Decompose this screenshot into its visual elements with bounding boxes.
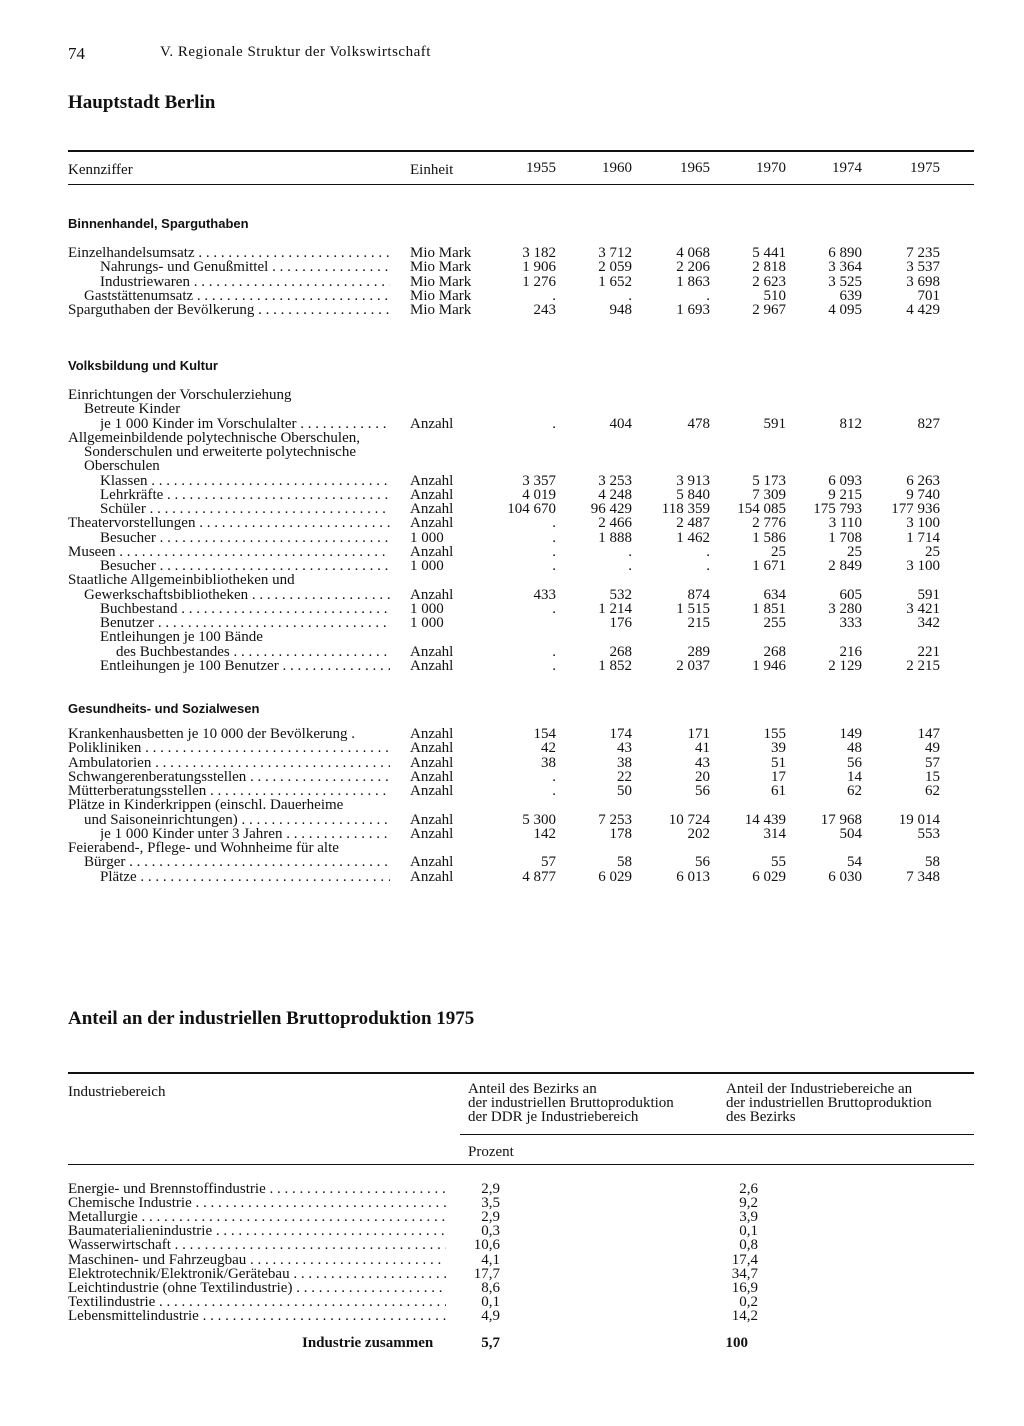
table-cell-value: 50 bbox=[617, 783, 632, 799]
share-bezirk-value: 2,6 bbox=[739, 1181, 758, 1197]
table-row-unit: Anzahl bbox=[410, 472, 454, 489]
table-cell-value: 3 364 bbox=[828, 259, 862, 276]
table-cell-value: 3 253 bbox=[598, 472, 632, 489]
table-cell-value: 314 bbox=[763, 825, 786, 842]
table-cell-value: 2 818 bbox=[752, 259, 786, 276]
table-row-label: Plätze . . . bbox=[100, 870, 390, 884]
table-cell-value: 1 693 bbox=[676, 302, 710, 318]
table-row-label: Entleihungen je 100 Benutzer . . . bbox=[100, 659, 390, 673]
table-cell-value: 268 bbox=[763, 643, 786, 660]
table-cell-value: 154 bbox=[533, 726, 556, 742]
table-cell-value: 1 852 bbox=[598, 657, 632, 674]
table-cell-value: 1 906 bbox=[522, 259, 556, 276]
table-cell-value: 58 bbox=[925, 854, 940, 871]
table-cell-value: . bbox=[628, 543, 632, 560]
total-share-bezirk: 100 bbox=[725, 1335, 748, 1351]
share-ddr-value: 3,5 bbox=[481, 1195, 500, 1212]
table-cell-value: 147 bbox=[917, 726, 940, 742]
table-row-label: Staatliche Allgemeinbibliotheken und bbox=[68, 573, 295, 588]
table-cell-value: 142 bbox=[533, 825, 556, 842]
total-share-ddr: 5,7 bbox=[481, 1335, 500, 1351]
col3-header-line: Anteil der Industriebereiche an bbox=[726, 1081, 913, 1097]
table-row-unit: Anzahl bbox=[410, 515, 454, 532]
table-row-unit: Mio Mark bbox=[410, 273, 472, 290]
table-cell-value: 17 bbox=[771, 768, 786, 785]
table2-top-rule bbox=[68, 1072, 974, 1074]
table-row-label: Krankenhausbetten je 10 000 der Bevölkerung . bbox=[68, 727, 355, 741]
table-cell-value: 149 bbox=[839, 726, 862, 742]
table-row-label: Oberschulen bbox=[84, 459, 160, 474]
table-cell-value: 56 bbox=[695, 783, 710, 799]
table-cell-value: 342 bbox=[917, 615, 940, 631]
table-cell-value: . bbox=[628, 287, 632, 304]
table-cell-value: . bbox=[552, 783, 556, 799]
table-cell-value: . bbox=[552, 515, 556, 532]
share-bezirk-value: 16,9 bbox=[731, 1279, 758, 1296]
table-cell-value: 639 bbox=[839, 287, 862, 304]
table-cell-value: 96 429 bbox=[590, 501, 632, 517]
table-row-label: des Buchbestandes . . . bbox=[116, 645, 390, 659]
table1-title: Hauptstadt Berlin bbox=[68, 92, 216, 113]
table-cell-value: 62 bbox=[925, 783, 940, 799]
table-cell-value: 333 bbox=[839, 615, 862, 631]
table1-col-header: 1960 bbox=[602, 160, 632, 176]
table-cell-value: 57 bbox=[925, 754, 940, 771]
table-cell-value: 948 bbox=[609, 302, 632, 318]
table-cell-value: 154 085 bbox=[737, 501, 786, 517]
table-cell-value: 4 019 bbox=[522, 486, 556, 503]
table1-col-header: 1970 bbox=[756, 160, 786, 176]
table-cell-value: 7 253 bbox=[598, 811, 632, 828]
table-cell-value: 1 708 bbox=[828, 529, 862, 546]
table-cell-value: 55 bbox=[771, 854, 786, 871]
table-cell-value: 15 bbox=[925, 768, 940, 785]
industry-label: Metallurgie . . . bbox=[68, 1210, 446, 1224]
share-bezirk-value: 17,4 bbox=[731, 1251, 758, 1268]
table-cell-value: 4 068 bbox=[676, 245, 710, 261]
table-cell-value: 178 bbox=[609, 825, 632, 842]
share-ddr-value: 10,6 bbox=[473, 1237, 500, 1254]
table-cell-value: 255 bbox=[763, 615, 786, 631]
share-bezirk-value: 0,2 bbox=[739, 1293, 758, 1310]
table-cell-value: 202 bbox=[687, 825, 710, 842]
table-row-unit: Mio Mark bbox=[410, 287, 472, 304]
table-cell-value: 43 bbox=[695, 754, 710, 771]
table-cell-value: 3 280 bbox=[828, 600, 862, 617]
table-cell-value: 6 029 bbox=[598, 868, 632, 885]
table-row-label: Sparguthaben der Bevölkerung . . . bbox=[68, 303, 390, 317]
table-cell-value: 6 030 bbox=[828, 868, 862, 885]
table-cell-value: 42 bbox=[541, 740, 556, 757]
table2-unit-header: Prozent bbox=[468, 1144, 514, 1160]
table-cell-value: . bbox=[706, 543, 710, 560]
table-cell-value: 57 bbox=[541, 854, 556, 871]
table-cell-value: 289 bbox=[687, 643, 710, 660]
table-row-unit: 1 000 bbox=[410, 558, 444, 574]
table-cell-value: . bbox=[552, 768, 556, 785]
table-cell-value: 9 740 bbox=[906, 486, 940, 503]
table-row-label: Nahrungs- und Genußmittel . . . bbox=[100, 260, 390, 274]
table-cell-value: . bbox=[706, 558, 710, 574]
table-row-unit: Anzahl bbox=[410, 868, 454, 885]
table-cell-value: 1 946 bbox=[752, 657, 786, 674]
table-cell-value: 6 890 bbox=[828, 245, 862, 261]
table-cell-value: 175 793 bbox=[813, 501, 862, 517]
table-cell-value: 3 537 bbox=[906, 259, 940, 276]
table-cell-value: 1 586 bbox=[752, 529, 786, 546]
table-cell-value: 7 235 bbox=[906, 245, 940, 261]
table-row-unit: Anzahl bbox=[410, 726, 454, 742]
table-row-unit: Mio Mark bbox=[410, 245, 472, 261]
table-row-unit: Anzahl bbox=[410, 811, 454, 828]
table-cell-value: 56 bbox=[695, 854, 710, 871]
table-cell-value: 174 bbox=[609, 726, 632, 742]
table-cell-value: 510 bbox=[763, 287, 786, 304]
total-label: Industrie zusammen bbox=[302, 1335, 434, 1351]
table-cell-value: 634 bbox=[763, 586, 786, 603]
table-row-unit: Mio Mark bbox=[410, 302, 472, 318]
table-cell-value: 20 bbox=[695, 768, 710, 785]
table-cell-value: 14 bbox=[847, 768, 862, 785]
col3-header-line: des Bezirks bbox=[726, 1109, 796, 1125]
table-cell-value: 216 bbox=[839, 643, 862, 660]
table2-col3-header bbox=[726, 1082, 932, 1124]
share-ddr-value: 8,6 bbox=[481, 1279, 500, 1296]
table-cell-value: 3 913 bbox=[676, 472, 710, 489]
table-row-label: und Saisoneinrichtungen) . . . bbox=[84, 813, 390, 827]
table-cell-value: 532 bbox=[609, 586, 632, 603]
table-row-unit: 1 000 bbox=[410, 529, 444, 546]
table1-col-header: 1974 bbox=[832, 160, 862, 176]
table1-header-rule bbox=[68, 184, 974, 185]
share-ddr-value: 4,1 bbox=[481, 1251, 500, 1268]
table-cell-value: 1 851 bbox=[752, 600, 786, 617]
table-cell-value: 3 525 bbox=[828, 273, 862, 290]
table-row-label: Schwangerenberatungsstellen . . . bbox=[68, 770, 390, 784]
table-cell-value: 5 173 bbox=[752, 472, 786, 489]
table-row-label: Buchbestand . . . bbox=[100, 602, 390, 616]
table-cell-value: 6 263 bbox=[906, 472, 940, 489]
table-cell-value: 591 bbox=[763, 415, 786, 432]
table-cell-value: 1 671 bbox=[752, 558, 786, 574]
industry-label: Baumaterialienindustrie . . . bbox=[68, 1224, 446, 1238]
table-cell-value: 1 888 bbox=[598, 529, 632, 546]
table1-top-rule bbox=[68, 150, 974, 152]
industry-label: Chemische Industrie . . . bbox=[68, 1196, 446, 1210]
table-row-label: Besucher . . . bbox=[100, 559, 390, 573]
table-cell-value: 51 bbox=[771, 754, 786, 771]
share-ddr-value: 2,9 bbox=[481, 1181, 500, 1197]
table-cell-value: 48 bbox=[847, 740, 862, 757]
share-bezirk-value: 14,2 bbox=[731, 1307, 758, 1324]
table-cell-value: 1 462 bbox=[676, 529, 710, 546]
table-row-label: Besucher . . . bbox=[100, 531, 390, 545]
table-row-unit: Anzahl bbox=[410, 854, 454, 871]
share-ddr-value: 17,7 bbox=[473, 1265, 500, 1282]
industry-label: Energie- und Brennstoffindustrie . . . bbox=[68, 1182, 446, 1196]
table-cell-value: 2 776 bbox=[752, 515, 786, 532]
table-row-label: Theatervorstellungen . . . bbox=[68, 516, 390, 530]
table-cell-value: 1 652 bbox=[598, 273, 632, 290]
table-row-label: Entleihungen je 100 Bände bbox=[100, 630, 263, 645]
table-row-unit: Anzahl bbox=[410, 586, 454, 603]
table-cell-value: 2 967 bbox=[752, 302, 786, 318]
table-cell-value: 22 bbox=[617, 768, 632, 785]
table-cell-value: 1 214 bbox=[598, 600, 632, 617]
table-cell-value: . bbox=[552, 529, 556, 546]
industry-label: Maschinen- und Fahrzeugbau . . . bbox=[68, 1253, 446, 1267]
table-cell-value: 6 093 bbox=[828, 472, 862, 489]
table-cell-value: 176 bbox=[609, 615, 632, 631]
table-cell-value: 504 bbox=[839, 825, 862, 842]
table-cell-value: 155 bbox=[763, 726, 786, 742]
table1-col-header: Kennziffer bbox=[68, 162, 133, 178]
table-cell-value: 1 515 bbox=[676, 600, 710, 617]
industry-label: Elektrotechnik/Elektronik/Gerätebau . . . bbox=[68, 1267, 446, 1281]
table2-mid-rule bbox=[460, 1134, 974, 1135]
table-cell-value: 478 bbox=[687, 415, 710, 432]
table-cell-value: 1 276 bbox=[522, 273, 556, 290]
share-ddr-value: 4,9 bbox=[481, 1307, 500, 1324]
table-row-label: je 1 000 Kinder im Vorschulalter . . . bbox=[100, 417, 390, 431]
table-cell-value: 2 623 bbox=[752, 273, 786, 290]
table-cell-value: 3 110 bbox=[828, 515, 862, 532]
table-cell-value: 3 182 bbox=[522, 245, 556, 261]
table-cell-value: 2 037 bbox=[676, 657, 710, 674]
table-cell-value: 268 bbox=[609, 643, 632, 660]
table-cell-value: . bbox=[552, 643, 556, 660]
table-row-unit: Anzahl bbox=[410, 486, 454, 503]
col2-header-line: der DDR je Industriebereich bbox=[468, 1109, 639, 1125]
col2-header-line: Anteil des Bezirks an bbox=[468, 1081, 597, 1097]
table-cell-value: 701 bbox=[917, 287, 940, 304]
table-row-unit: Anzahl bbox=[410, 643, 454, 660]
table-cell-value: 4 429 bbox=[906, 302, 940, 318]
table-cell-value: 7 309 bbox=[752, 486, 786, 503]
table-cell-value: . bbox=[552, 287, 556, 304]
table-cell-value: 1 863 bbox=[676, 273, 710, 290]
table-cell-value: 2 206 bbox=[676, 259, 710, 276]
table-cell-value: 19 014 bbox=[898, 811, 940, 828]
table-row-label: Gewerkschaftsbibliotheken . . . bbox=[84, 588, 390, 602]
table-row-unit: Anzahl bbox=[410, 740, 454, 757]
table-row-label: Schüler . . . bbox=[100, 502, 390, 516]
table-cell-value: 5 300 bbox=[522, 811, 556, 828]
share-ddr-value: 2,9 bbox=[481, 1209, 500, 1226]
table-cell-value: 605 bbox=[839, 586, 862, 603]
industry-label: Leichtindustrie (ohne Textilindustrie) . . . bbox=[68, 1281, 446, 1295]
table-cell-value: 61 bbox=[771, 783, 786, 799]
table-cell-value: 9 215 bbox=[828, 486, 862, 503]
table-cell-value: 4 095 bbox=[828, 302, 862, 318]
table-cell-value: 56 bbox=[847, 754, 862, 771]
table-cell-value: 4 248 bbox=[598, 486, 632, 503]
table-cell-value: 25 bbox=[925, 543, 940, 560]
table-cell-value: 2 466 bbox=[598, 515, 632, 532]
section-heading: Gesundheits- und Sozialwesen bbox=[68, 701, 260, 716]
table-cell-value: 3 100 bbox=[906, 515, 940, 532]
table1-col-header: 1975 bbox=[910, 160, 940, 176]
table-cell-value: 874 bbox=[687, 586, 710, 603]
table-row-label: Plätze in Kinderkrippen (einschl. Dauerheime bbox=[68, 798, 344, 813]
table-row-unit: Anzahl bbox=[410, 657, 454, 674]
table-cell-value: 171 bbox=[687, 726, 710, 742]
table-cell-value: 215 bbox=[687, 615, 710, 631]
table-row-label: Lehrkräfte . . . bbox=[100, 488, 390, 502]
table-cell-value: 3 712 bbox=[598, 245, 632, 261]
col2-header-line: der industriellen Bruttoproduktion bbox=[468, 1095, 674, 1111]
table-row-label: Ambulatorien . . . bbox=[68, 756, 390, 770]
table-cell-value: . bbox=[706, 287, 710, 304]
table-cell-value: 177 936 bbox=[891, 501, 940, 517]
industry-label: Textilindustrie . . . bbox=[68, 1295, 446, 1309]
table-cell-value: 827 bbox=[917, 415, 940, 432]
table-row-unit: 1 000 bbox=[410, 600, 444, 617]
table1-col-header: 1965 bbox=[680, 160, 710, 176]
table-cell-value: . bbox=[628, 558, 632, 574]
table2-header-rule bbox=[68, 1164, 974, 1165]
section-heading: Binnenhandel, Sparguthaben bbox=[68, 216, 249, 231]
table2-col2-header bbox=[468, 1082, 674, 1124]
table-cell-value: 41 bbox=[695, 740, 710, 757]
table-row-label: Feierabend-, Pflege- und Wohnheime für alte bbox=[68, 841, 339, 855]
table-cell-value: 2 059 bbox=[598, 259, 632, 276]
table-cell-value: . bbox=[552, 415, 556, 432]
table-cell-value: 6 013 bbox=[676, 868, 710, 885]
table-cell-value: 54 bbox=[847, 854, 862, 871]
table-row-unit: Anzahl bbox=[410, 501, 454, 517]
table-cell-value: 2 487 bbox=[676, 515, 710, 532]
table-cell-value: 2 129 bbox=[828, 657, 862, 674]
table-row-label: Allgemeinbildende polytechnische Oberschulen, bbox=[68, 430, 360, 445]
share-bezirk-value: 34,7 bbox=[731, 1265, 758, 1282]
table-cell-value: 221 bbox=[917, 643, 940, 660]
table-row-label: je 1 000 Kinder unter 3 Jahren . . . bbox=[100, 827, 390, 841]
table-cell-value: 7 348 bbox=[906, 868, 940, 885]
table-row-label: Museen . . . bbox=[68, 545, 390, 559]
table-cell-value: . bbox=[552, 543, 556, 560]
share-bezirk-value: 9,2 bbox=[739, 1195, 758, 1212]
table-cell-value: . bbox=[552, 558, 556, 574]
table-row-label: Klassen . . . bbox=[100, 474, 390, 488]
table-cell-value: 243 bbox=[533, 302, 556, 318]
table-cell-value: 5 441 bbox=[752, 245, 786, 261]
table-cell-value: 10 724 bbox=[668, 811, 710, 828]
table1-col-header: Einheit bbox=[410, 162, 454, 178]
table-cell-value: 3 357 bbox=[522, 472, 556, 489]
share-bezirk-value: 3,9 bbox=[739, 1209, 758, 1226]
table-row-unit: Anzahl bbox=[410, 415, 454, 432]
table-cell-value: 3 421 bbox=[906, 600, 940, 617]
table-cell-value: 553 bbox=[917, 825, 940, 842]
table-row-label: Industriewaren . . . bbox=[100, 275, 390, 289]
share-ddr-value: 0,3 bbox=[481, 1223, 500, 1240]
table-row-unit: Anzahl bbox=[410, 825, 454, 842]
table-cell-value: 43 bbox=[617, 740, 632, 757]
table-cell-value: 39 bbox=[771, 740, 786, 757]
share-bezirk-value: 0,1 bbox=[739, 1223, 758, 1240]
table-cell-value: 6 029 bbox=[752, 868, 786, 885]
table-cell-value: 3 100 bbox=[906, 558, 940, 574]
table-cell-value: 2 215 bbox=[906, 657, 940, 674]
table-cell-value: 3 698 bbox=[906, 273, 940, 290]
table-cell-value: 591 bbox=[917, 586, 940, 603]
table-row-unit: Anzahl bbox=[410, 783, 454, 799]
table-row-label: Gaststättenumsatz . . . bbox=[84, 289, 390, 303]
table-cell-value: . bbox=[552, 600, 556, 617]
table-cell-value: 17 968 bbox=[820, 811, 862, 828]
table-row-label: Benutzer . . . bbox=[100, 616, 390, 630]
table-row-label: Einzelhandelsumsatz . . . bbox=[68, 246, 390, 260]
industry-label: Lebensmittelindustrie . . . bbox=[68, 1309, 446, 1323]
table-cell-value: 104 670 bbox=[507, 501, 556, 517]
table-row-label: Betreute Kinder bbox=[84, 402, 181, 417]
industry-label: Wasserwirtschaft . . . bbox=[68, 1238, 446, 1252]
section-heading: Volksbildung und Kultur bbox=[68, 358, 218, 373]
table-row-unit: Anzahl bbox=[410, 543, 454, 560]
table-row-unit: 1 000 bbox=[410, 615, 444, 631]
table-row-unit: Anzahl bbox=[410, 768, 454, 785]
share-ddr-value: 0,1 bbox=[481, 1293, 500, 1310]
table-cell-value: 25 bbox=[847, 543, 862, 560]
table2-col1-header: Industriebereich bbox=[68, 1084, 166, 1100]
table-cell-value: 118 359 bbox=[661, 501, 710, 517]
table-cell-value: 38 bbox=[617, 754, 632, 771]
table-cell-value: 5 840 bbox=[676, 486, 710, 503]
table-cell-value: 404 bbox=[609, 415, 632, 432]
share-bezirk-value: 0,8 bbox=[739, 1237, 758, 1254]
table-cell-value: 2 849 bbox=[828, 558, 862, 574]
table-cell-value: 38 bbox=[541, 754, 556, 771]
table-row-label: Einrichtungen der Vorschulerziehung bbox=[68, 388, 292, 402]
table-row-unit: Mio Mark bbox=[410, 259, 472, 276]
table1-col-header: 1955 bbox=[526, 160, 556, 176]
table-cell-value: . bbox=[552, 657, 556, 674]
running-title: V. Regionale Struktur der Volkswirtschaft bbox=[160, 44, 431, 60]
table-cell-value: 62 bbox=[847, 783, 862, 799]
table-cell-value: 1 714 bbox=[906, 529, 940, 546]
table-row-label: Mütterberatungsstellen . . . bbox=[68, 784, 390, 798]
table-cell-value: 4 877 bbox=[522, 868, 556, 885]
table-cell-value: 812 bbox=[839, 415, 862, 432]
table-cell-value: 58 bbox=[617, 854, 632, 871]
col3-header-line: der industriellen Bruttoproduktion bbox=[726, 1095, 932, 1111]
table-cell-value: 433 bbox=[533, 586, 556, 603]
table-cell-value: 14 439 bbox=[744, 811, 786, 828]
table-row-label: Bürger . . . bbox=[84, 855, 390, 869]
table-cell-value: 49 bbox=[925, 740, 940, 757]
table2-title: Anteil an der industriellen Bruttoproduktion 1975 bbox=[68, 1008, 475, 1029]
table-row-label: Polikliniken . . . bbox=[68, 741, 390, 755]
table-row-unit: Anzahl bbox=[410, 754, 454, 771]
table-row-label: Sonderschulen und erweiterte polytechnische bbox=[84, 445, 356, 459]
table-cell-value: 25 bbox=[771, 543, 786, 560]
page-number: 74 bbox=[68, 44, 85, 63]
